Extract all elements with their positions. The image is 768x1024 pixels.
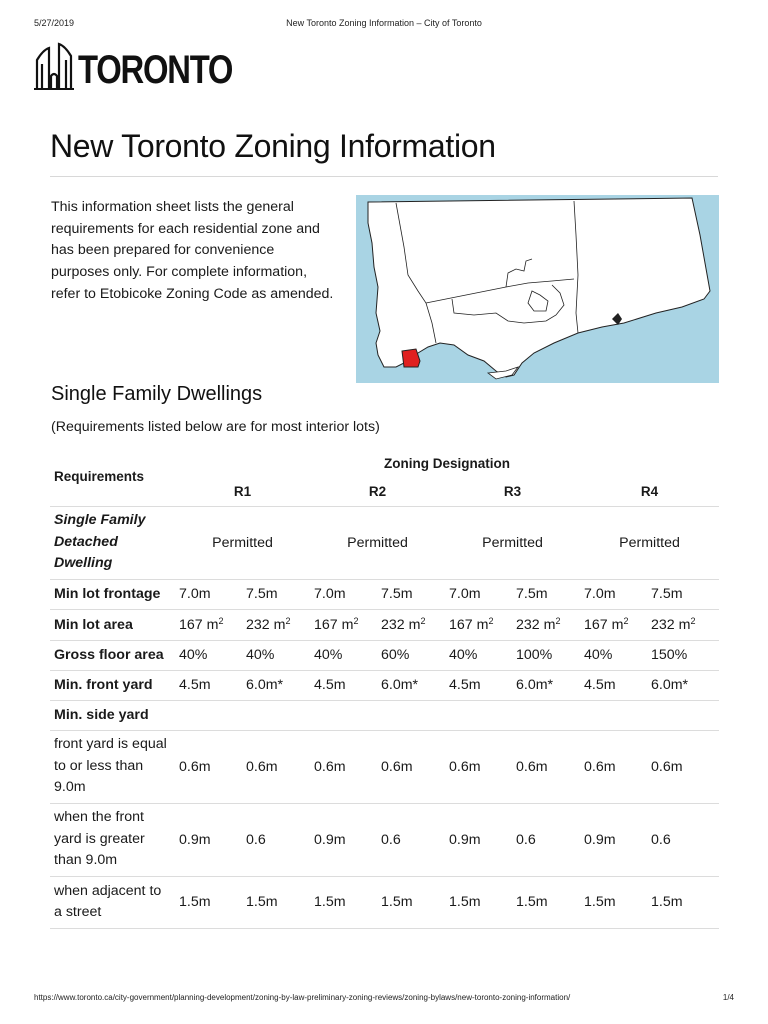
table-cell: 6.0m*	[242, 670, 310, 700]
table-cell: 232 $m^2$	[377, 609, 445, 640]
table-cell: 0.6m	[310, 730, 377, 803]
row-label: when the front yard is greater than 9.0m	[50, 803, 175, 876]
table-cell: 167 $m^2$	[580, 609, 647, 640]
table-cell: 7.0m	[175, 579, 242, 609]
title-divider	[50, 176, 718, 177]
superscript: 2	[623, 615, 629, 626]
table-cell: 1.5m	[242, 876, 310, 928]
table-cell: 0.6m	[242, 730, 310, 803]
table-cell: 0.6	[377, 803, 445, 876]
table-cell: 7.5m	[377, 579, 445, 609]
superscript: 2	[285, 615, 291, 626]
table-row	[50, 730, 719, 803]
row-label: Min. side yard	[50, 700, 719, 730]
table-cell: Permitted	[580, 506, 719, 579]
superscript: 2	[555, 615, 561, 626]
table-cell: 6.0m*	[512, 670, 580, 700]
table-cell: 0.9m	[445, 803, 512, 876]
print-footer	[34, 993, 734, 1005]
table-cell: 0.6	[512, 803, 580, 876]
row-label: Gross floor area	[50, 640, 175, 670]
superscript: 2	[690, 615, 696, 626]
table-cell: 40%	[580, 640, 647, 670]
table-row	[50, 670, 719, 700]
table-cell: 167 $m^2$	[310, 609, 377, 640]
table-row	[50, 700, 719, 730]
table-cell: 1.5m	[512, 876, 580, 928]
zoning-table	[50, 448, 719, 929]
table-cell: 4.5m	[445, 670, 512, 700]
table-cell: 7.0m	[310, 579, 377, 609]
table-cell: 0.9m	[580, 803, 647, 876]
table-row	[50, 579, 719, 609]
table-cell: 0.9m	[175, 803, 242, 876]
print-date: 5/27/2019	[34, 18, 75, 28]
table-cell: 0.6m	[445, 730, 512, 803]
logo-text: TORONTO	[78, 48, 233, 92]
table-cell: 232 $m^2$	[647, 609, 719, 640]
table-row	[50, 640, 719, 670]
table-row	[50, 506, 719, 579]
table-header-row	[50, 448, 719, 478]
table-cell: 1.5m	[580, 876, 647, 928]
city-hall-icon	[34, 40, 74, 90]
table-cell: 167 $m^2$	[445, 609, 512, 640]
superscript: 2	[420, 615, 426, 626]
intro-paragraph: This information sheet lists the general requirements for each residential zone and has been prepared for convenience purposes only. For complete information, refer to Etobicoke Zoning Code as amended.	[51, 199, 334, 302]
table-cell: 4.5m	[580, 670, 647, 700]
page-url: https://www.toronto.ca/city-government/planning-development/zoning-by-law-preliminary-zoning-reviews/zoning-bylaws/new-toronto-zoning-information/	[34, 993, 571, 1002]
table-row	[50, 803, 719, 876]
table-cell: 40%	[445, 640, 512, 670]
table-cell: 40%	[242, 640, 310, 670]
table-cell: 0.6m	[512, 730, 580, 803]
table-cell: 7.5m	[647, 579, 719, 609]
table-cell: 0.6m	[580, 730, 647, 803]
table-cell: Permitted	[310, 506, 445, 579]
table-cell: Permitted	[445, 506, 580, 579]
zone-header: R1	[175, 478, 310, 506]
table-cell: 0.6m	[647, 730, 719, 803]
table-cell: 1.5m	[445, 876, 512, 928]
table-cell: 4.5m	[310, 670, 377, 700]
print-header	[34, 18, 734, 32]
table-row	[50, 609, 719, 640]
requirements-header: Requirements	[50, 448, 175, 506]
zoning-designation-header: Zoning Designation	[384, 455, 510, 471]
page-number: 1/4	[722, 993, 734, 1002]
table-cell: Permitted	[175, 506, 310, 579]
table-cell: 1.5m	[377, 876, 445, 928]
table-cell: 6.0m*	[377, 670, 445, 700]
row-label: Min lot area	[50, 609, 175, 640]
zone-header: R4	[580, 478, 719, 506]
table-cell: 7.5m	[242, 579, 310, 609]
table-cell: 0.6	[242, 803, 310, 876]
table-cell: 40%	[310, 640, 377, 670]
table-cell: 150%	[647, 640, 719, 670]
superscript: 2	[218, 615, 224, 626]
row-label: Single Family Detached Dwelling	[50, 506, 175, 579]
superscript: 2	[488, 615, 494, 626]
zone-header: R2	[310, 478, 445, 506]
table-cell: 60%	[377, 640, 445, 670]
table-cell: 100%	[512, 640, 580, 670]
table-cell: 7.5m	[512, 579, 580, 609]
row-label: when adjacent to a street	[50, 876, 175, 928]
table-cell: 232 $m^2$	[512, 609, 580, 640]
page-title: New Toronto Zoning Information	[50, 128, 496, 164]
table-cell: 7.0m	[445, 579, 512, 609]
table-cell: 0.6m	[377, 730, 445, 803]
print-doc-title: New Toronto Zoning Information – City of Toronto	[286, 18, 482, 28]
section-note: (Requirements listed below are for most interior lots)	[51, 419, 380, 435]
row-label: front yard is equal to or less than 9.0m	[50, 730, 175, 803]
table-cell: 1.5m	[310, 876, 377, 928]
table-cell: 7.0m	[580, 579, 647, 609]
city-of-toronto-logo[interactable]	[34, 38, 234, 92]
table-cell: 0.6m	[175, 730, 242, 803]
section-title: Single Family Dwellings	[51, 383, 263, 405]
superscript: 2	[353, 615, 359, 626]
table-cell: 40%	[175, 640, 242, 670]
table-row	[50, 876, 719, 928]
toronto-area-map	[356, 195, 719, 383]
table-cell: 0.6	[647, 803, 719, 876]
table-cell: 1.5m	[647, 876, 719, 928]
table-cell: 167 $m^2$	[175, 609, 242, 640]
table-cell: 232 $m^2$	[242, 609, 310, 640]
table-cell: 1.5m	[175, 876, 242, 928]
map-new-toronto-highlight	[402, 349, 420, 367]
row-label: Min. front yard	[50, 670, 175, 700]
row-label: Min lot frontage	[50, 579, 175, 609]
table-cell: 4.5m	[175, 670, 242, 700]
table-cell: 0.9m	[310, 803, 377, 876]
zone-header: R3	[445, 478, 580, 506]
table-cell: 6.0m*	[647, 670, 719, 700]
